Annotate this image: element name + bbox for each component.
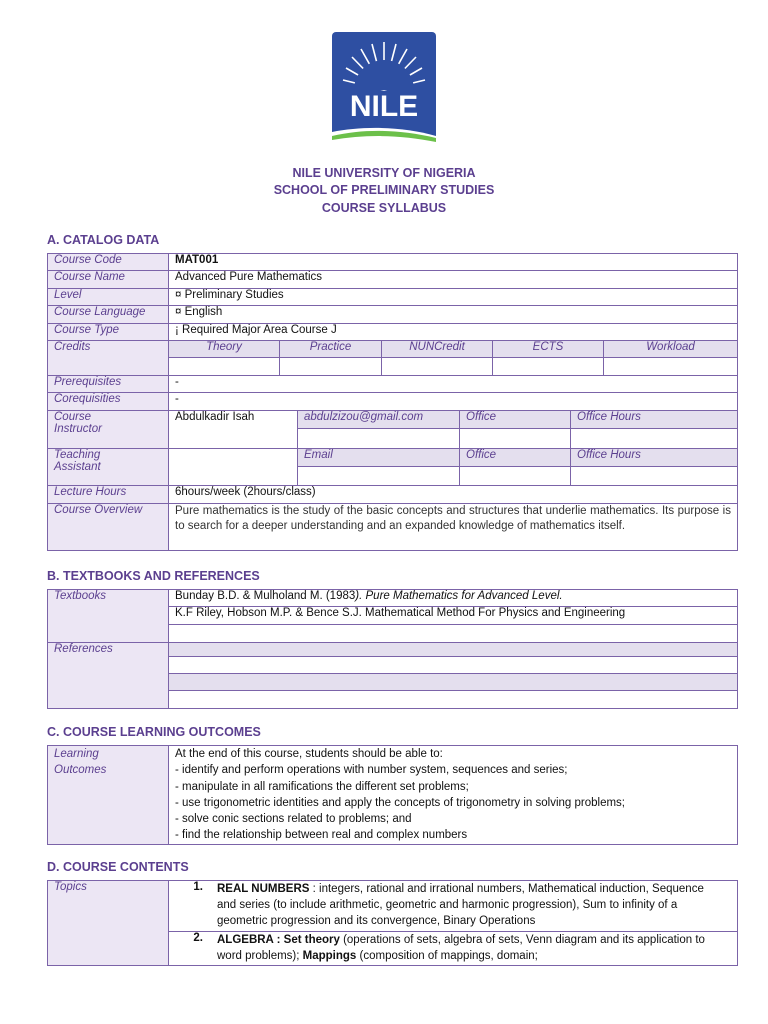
lecture-hours-value: 6hours/week (2hours/class)	[169, 486, 738, 504]
topic-2	[169, 932, 738, 966]
instructor-label-line1: Course	[54, 411, 92, 423]
topic-2-body	[217, 932, 707, 964]
prerequisites-label: Prerequisites	[48, 376, 169, 393]
course-code-value: MAT001	[169, 254, 738, 271]
ta-label-line2: Assistant	[54, 461, 101, 473]
credits-label: Credits	[48, 341, 169, 376]
textbook-1-title: ). Pure Mathematics for Advanced Level.	[355, 590, 563, 602]
level-value: ¤ Preliminary Studies	[169, 289, 738, 306]
references-label: References	[48, 643, 169, 709]
section-b-heading: B. TEXTBOOKS AND REFERENCES	[47, 569, 260, 583]
row-level	[48, 289, 738, 306]
credits-practice-header: Practice	[280, 341, 382, 358]
language-value: ¤ English	[169, 306, 738, 324]
row-credits-header	[48, 341, 738, 358]
textbook-1-authors: Bunday B.D. & Mulholand M. (1983	[175, 590, 356, 602]
instructor-name: Abdulkadir Isah	[169, 411, 298, 449]
document-title: COURSE SYLLABUS	[321, 201, 447, 215]
row-language	[48, 306, 738, 324]
row-topic-1	[48, 881, 738, 932]
overview-text: Pure mathematics is the study of the basic concepts and structures that underlie mathematics. Its purpose is to search for a deeper understanding and an expanded knowledge of mathematics itself.	[169, 504, 738, 551]
instructor-office-value	[460, 429, 571, 449]
credits-workload-value	[604, 358, 738, 376]
instructor-office-label: Office	[460, 411, 571, 429]
reference-1-empty	[169, 643, 738, 657]
credits-ects-header: ECTS	[493, 341, 604, 358]
outcome-intro: At the end of this course, students should be able to:	[175, 748, 443, 760]
ta-office-hours-label: Office Hours	[571, 449, 738, 467]
row-instructor-top	[48, 411, 738, 429]
instructor-email-blank	[298, 429, 460, 449]
course-name-value: Advanced Pure Mathematics	[169, 271, 738, 289]
topics-label: Topics	[48, 881, 169, 966]
learning-outcomes-label-line1: Learning	[54, 748, 99, 760]
course-type-value: ¡ Required Major Area Course J	[169, 324, 738, 341]
course-name-label: Course Name	[48, 271, 169, 289]
school-name: SCHOOL OF PRELIMINARY STUDIES	[273, 183, 495, 197]
textbook-2: K.F Riley, Hobson M.P. & Bence S.J. Mathematical Method For Physics and Engineering	[169, 607, 738, 625]
course-code-label: Course Code	[48, 254, 169, 271]
topic-2-title2: Mappings	[302, 950, 357, 962]
instructor-email[interactable]: abdulzizou@gmail.com	[298, 411, 460, 429]
instructor-label-line2: Instructor	[54, 423, 102, 435]
topic-1-number: 1.	[193, 881, 203, 893]
learning-outcomes-list	[169, 746, 738, 845]
catalog-data-table	[47, 253, 738, 551]
row-course-name	[48, 271, 738, 289]
topic-2-text: (operations of sets, algebra of sets, Venn diagram and its application to word problems);	[217, 934, 705, 962]
textbook-3-empty	[169, 625, 738, 643]
learning-outcomes-table	[47, 745, 738, 845]
ta-email-value	[298, 467, 460, 486]
overview-label: Course Overview	[48, 504, 169, 551]
section-a-heading: A. CATALOG DATA	[47, 233, 160, 247]
learning-outcomes-label	[48, 746, 169, 845]
ta-office-value	[460, 467, 571, 486]
row-course-code	[48, 254, 738, 271]
textbook-1	[169, 590, 738, 607]
row-overview	[48, 504, 738, 551]
section-d-heading: D. COURSE CONTENTS	[47, 860, 189, 874]
credits-ects-value	[493, 358, 604, 376]
course-contents-table	[47, 880, 738, 966]
credits-theory-header: Theory	[169, 341, 280, 358]
instructor-office-hours-label: Office Hours	[571, 411, 738, 429]
credits-theory-value	[169, 358, 280, 376]
topic-2-text2: (composition of mappings, domain;	[356, 950, 538, 962]
topic-2-title: ALGEBRA : Set theory	[217, 934, 340, 946]
reference-4-empty	[169, 691, 738, 709]
learning-outcomes-label-line2: Outcomes	[54, 764, 107, 776]
row-learning-outcomes	[48, 746, 738, 845]
outcome-item: - find the relationship between real and complex numbers	[175, 829, 468, 842]
corequisites-value: -	[169, 393, 738, 411]
credits-nuncredit-header: NUNCredit	[382, 341, 493, 358]
university-name: NILE UNIVERSITY OF NIGERIA	[292, 166, 476, 180]
instructor-office-hours-value	[571, 429, 738, 449]
topic-2-number: 2.	[193, 932, 203, 944]
level-label: Level	[48, 289, 169, 306]
textbooks-table	[47, 589, 738, 709]
topic-1-title: REAL NUMBERS	[217, 883, 310, 895]
row-corequisites	[48, 393, 738, 411]
row-course-type	[48, 324, 738, 341]
row-prerequisites	[48, 376, 738, 393]
language-label: Course Language	[48, 306, 169, 324]
topic-1	[169, 881, 738, 932]
ta-office-hours-value	[571, 467, 738, 486]
ta-office-label: Office	[460, 449, 571, 467]
textbooks-label: Textbooks	[48, 590, 169, 643]
course-type-label: Course Type	[48, 324, 169, 341]
row-textbook-1	[48, 590, 738, 607]
reference-2-empty	[169, 657, 738, 674]
corequisites-label: Corequisities	[48, 393, 169, 411]
outcome-item: - identify and perform operations with number system, sequences and series;	[175, 764, 568, 777]
outcome-item: - use trigonometric identities and apply the concepts of trigonometry in solving problems;	[175, 796, 626, 809]
ta-email-label: Email	[298, 449, 460, 467]
credits-practice-value	[280, 358, 382, 376]
credits-workload-header: Workload	[604, 341, 738, 358]
svg-text:NILE: NILE	[349, 90, 419, 123]
reference-3-empty	[169, 674, 738, 691]
nile-university-logo	[332, 32, 436, 148]
instructor-label	[48, 411, 169, 449]
credits-nuncredit-value	[382, 358, 493, 376]
outcome-item: - solve conic sections related to problems; and	[175, 813, 412, 826]
row-lecture-hours	[48, 486, 738, 504]
prerequisites-value: -	[169, 376, 738, 393]
row-reference-1	[48, 643, 738, 657]
row-ta-top	[48, 449, 738, 467]
ta-label-line1: Teaching	[54, 449, 101, 461]
outcome-item: - manipulate in all ramifications the different set problems;	[175, 780, 469, 793]
lecture-hours-label: Lecture Hours	[48, 486, 169, 504]
ta-label	[48, 449, 169, 486]
ta-name	[169, 449, 298, 486]
section-c-heading: C. COURSE LEARNING OUTCOMES	[47, 725, 261, 739]
topic-1-text: : integers, rational and irrational numbers, Mathematical induction, Sequence and series (to include arithmetic, geometric and harmonic progression), Sum to infinity of a geometric progression and its convergence, Binary Operations	[217, 883, 704, 927]
topic-1-body	[217, 881, 707, 929]
